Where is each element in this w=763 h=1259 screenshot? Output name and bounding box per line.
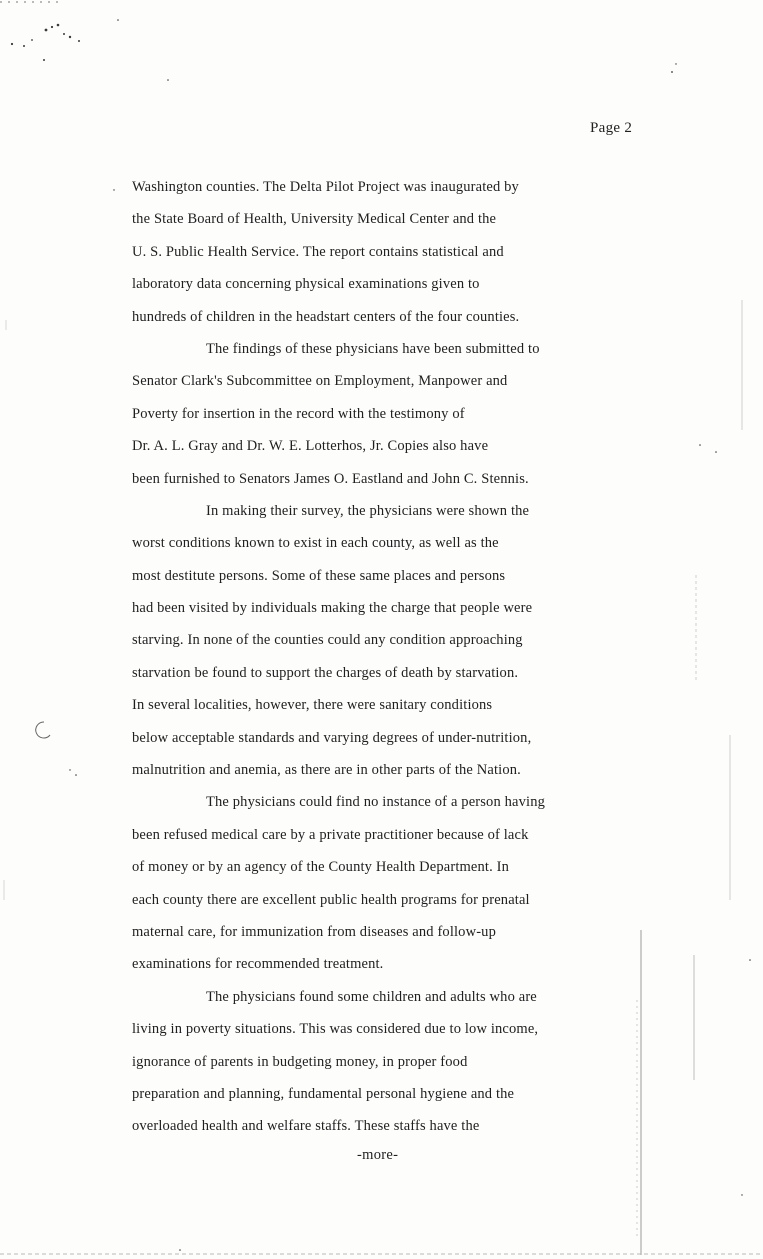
- text-line: of money or by an agency of the County Health Department. In: [132, 859, 510, 876]
- text-line: overloaded health and welfare staffs. These staffs have the: [132, 1118, 480, 1135]
- text-line: The physicians found some children and adults who are: [206, 988, 537, 1005]
- text-line: had been visited by individuals making the charge that people were: [132, 600, 533, 617]
- page-number: Page 2: [590, 120, 633, 136]
- document-body: [132, 174, 632, 1146]
- text-line: Dr. A. L. Gray and Dr. W. E. Lotterhos, Jr. Copies also have: [132, 438, 489, 455]
- text-line: In several localities, however, there were sanitary conditions: [132, 697, 493, 714]
- text-line: been refused medical care by a private practitioner because of lack: [132, 826, 529, 843]
- text-line: In making their survey, the physicians were shown the: [206, 502, 530, 519]
- text-line: below acceptable standards and varying degrees of under-nutrition,: [132, 729, 532, 746]
- text-line: Washington counties. The Delta Pilot Project was inaugurated by: [132, 179, 519, 195]
- text-line: worst conditions known to exist in each county, as well as the: [132, 535, 499, 552]
- text-line: been furnished to Senators James O. Eastland and John C. Stennis.: [132, 470, 529, 487]
- text-line: malnutrition and anemia, as there are in other parts of the Nation.: [132, 762, 521, 779]
- text-line: U. S. Public Health Service. The report contains statistical and: [132, 243, 504, 260]
- continuation-marker: -more-: [357, 1147, 399, 1163]
- text-line: living in poverty situations. This was considered due to low income,: [132, 1021, 539, 1038]
- text-line: Poverty for insertion in the record with the testimony of: [132, 405, 465, 422]
- text-line: each county there are excellent public health programs for prenatal: [132, 891, 530, 908]
- text-line: ignorance of parents in budgeting money, in proper food: [132, 1053, 468, 1070]
- text-line: hundreds of children in the headstart centers of the four counties.: [132, 308, 520, 325]
- text-line: preparation and planning, fundamental personal hygiene and the: [132, 1085, 515, 1102]
- text-line: The physicians could find no instance of a person having: [206, 794, 545, 811]
- text-line: Senator Clark's Subcommittee on Employment, Manpower and: [132, 373, 508, 390]
- text-line: starvation be found to support the charges of death by starvation.: [132, 664, 519, 681]
- text-line: starving. In none of the counties could any condition approaching: [132, 632, 523, 649]
- text-line: maternal care, for immunization from diseases and follow-up: [132, 923, 496, 940]
- text-line: The findings of these physicians have been submitted to: [206, 340, 540, 357]
- text-line: most destitute persons. Some of these same places and persons: [132, 567, 506, 584]
- text-line: examinations for recommended treatment.: [132, 956, 384, 973]
- text-line: laboratory data concerning physical examinations given to: [132, 276, 480, 293]
- text-line: the State Board of Health, University Medical Center and the: [132, 211, 497, 228]
